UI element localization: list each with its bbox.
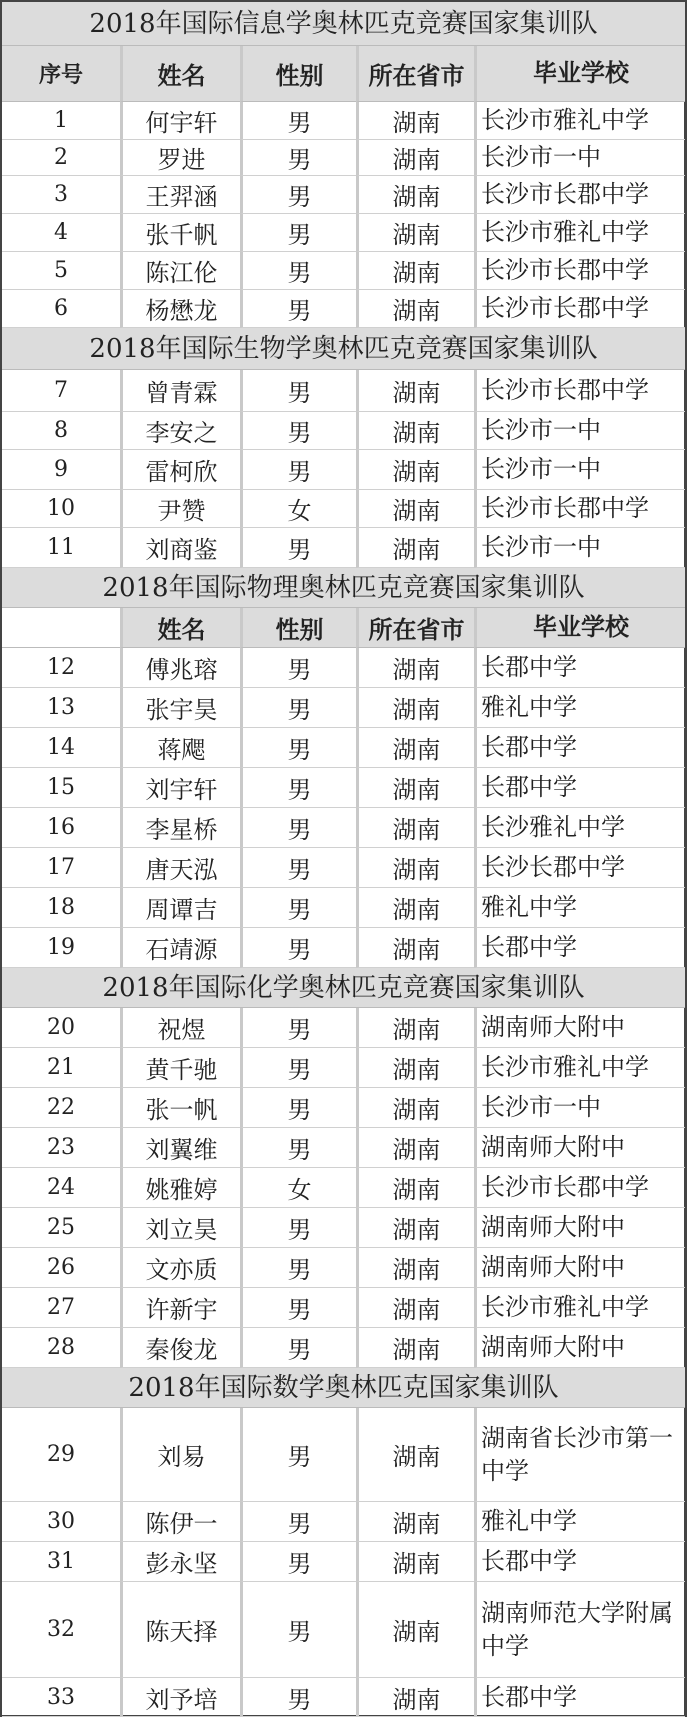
header-province: 所在省市 xyxy=(356,608,474,648)
cell-seq: 10 xyxy=(2,490,120,528)
table-row xyxy=(2,490,685,528)
cell-school: 长沙市长郡中学 xyxy=(474,290,685,328)
cell-name: 秦俊龙 xyxy=(120,1328,240,1368)
cell-seq: 31 xyxy=(2,1542,120,1582)
cell-province: 湖南 xyxy=(356,928,474,968)
cell-school: 长沙市一中 xyxy=(474,140,685,176)
cell-name: 李星桥 xyxy=(120,808,240,848)
cell-province: 湖南 xyxy=(356,252,474,290)
table-row xyxy=(2,1168,685,1208)
table-row xyxy=(2,1542,685,1582)
cell-province: 湖南 xyxy=(356,1208,474,1248)
cell-gender: 男 xyxy=(240,688,356,728)
header-school: 毕业学校 xyxy=(474,608,685,648)
cell-name: 许新宇 xyxy=(120,1288,240,1328)
cell-name: 刘宇轩 xyxy=(120,768,240,808)
cell-seq: 28 xyxy=(2,1328,120,1368)
cell-school: 长沙长郡中学 xyxy=(474,848,685,888)
cell-name: 何宇轩 xyxy=(120,102,240,140)
cell-gender: 男 xyxy=(240,768,356,808)
cell-seq: 20 xyxy=(2,1008,120,1048)
cell-gender: 女 xyxy=(240,490,356,528)
table-row xyxy=(2,888,685,928)
cell-seq: 13 xyxy=(2,688,120,728)
cell-gender: 男 xyxy=(240,1208,356,1248)
cell-gender: 男 xyxy=(240,848,356,888)
cell-seq: 12 xyxy=(2,648,120,688)
cell-school: 雅礼中学 xyxy=(474,1502,685,1542)
cell-school: 湖南师范大学附属中学 xyxy=(474,1582,685,1678)
cell-name: 罗进 xyxy=(120,140,240,176)
table-row xyxy=(2,290,685,328)
table-row xyxy=(2,252,685,290)
cell-name: 陈伊一 xyxy=(120,1502,240,1542)
cell-gender: 男 xyxy=(240,1328,356,1368)
table-row xyxy=(2,1328,685,1368)
cell-name: 杨懋龙 xyxy=(120,290,240,328)
cell-seq: 3 xyxy=(2,176,120,214)
cell-gender: 男 xyxy=(240,176,356,214)
cell-gender: 男 xyxy=(240,1288,356,1328)
table-row xyxy=(2,808,685,848)
cell-school: 湖南师大附中 xyxy=(474,1128,685,1168)
cell-school: 长沙市一中 xyxy=(474,412,685,450)
cell-name: 姚雅婷 xyxy=(120,1168,240,1208)
cell-gender: 男 xyxy=(240,290,356,328)
cell-seq: 14 xyxy=(2,728,120,768)
cell-name: 陈天择 xyxy=(120,1582,240,1678)
cell-gender: 男 xyxy=(240,252,356,290)
cell-gender: 男 xyxy=(240,1128,356,1168)
cell-gender: 男 xyxy=(240,370,356,412)
table-row xyxy=(2,648,685,688)
cell-name: 周谭吉 xyxy=(120,888,240,928)
cell-name: 祝煜 xyxy=(120,1008,240,1048)
section-title: 2018年国际生物学奥林匹克竞赛国家集训队 xyxy=(2,328,685,370)
cell-province: 湖南 xyxy=(356,1542,474,1582)
cell-province: 湖南 xyxy=(356,1678,474,1717)
cell-gender: 男 xyxy=(240,648,356,688)
cell-gender: 男 xyxy=(240,412,356,450)
cell-school: 湖南师大附中 xyxy=(474,1008,685,1048)
table-row xyxy=(2,688,685,728)
cell-gender: 男 xyxy=(240,1678,356,1717)
cell-seq: 32 xyxy=(2,1582,120,1678)
cell-school: 长沙市一中 xyxy=(474,450,685,490)
table-row xyxy=(2,1208,685,1248)
cell-province: 湖南 xyxy=(356,648,474,688)
table-row xyxy=(2,848,685,888)
cell-seq: 22 xyxy=(2,1088,120,1128)
cell-gender: 男 xyxy=(240,528,356,568)
cell-school: 长沙市长郡中学 xyxy=(474,1168,685,1208)
cell-seq: 6 xyxy=(2,290,120,328)
cell-name: 刘翼维 xyxy=(120,1128,240,1168)
cell-name: 张一帆 xyxy=(120,1088,240,1128)
cell-name: 黄千驰 xyxy=(120,1048,240,1088)
table-row xyxy=(2,1128,685,1168)
table-row xyxy=(2,1048,685,1088)
cell-province: 湖南 xyxy=(356,1582,474,1678)
cell-province: 湖南 xyxy=(356,176,474,214)
cell-school: 长沙市一中 xyxy=(474,528,685,568)
cell-seq: 16 xyxy=(2,808,120,848)
table-row xyxy=(2,102,685,140)
cell-gender: 男 xyxy=(240,214,356,252)
section-title: 2018年国际信息学奥林匹克竞赛国家集训队 xyxy=(2,2,685,46)
table-row xyxy=(2,1408,685,1502)
header-name: 姓名 xyxy=(120,46,240,102)
header-gender: 性别 xyxy=(240,46,356,102)
table-row xyxy=(2,1088,685,1128)
table-row xyxy=(2,728,685,768)
cell-province: 湖南 xyxy=(356,102,474,140)
cell-province: 湖南 xyxy=(356,1408,474,1502)
cell-gender: 男 xyxy=(240,1048,356,1088)
cell-seq: 25 xyxy=(2,1208,120,1248)
cell-school: 湖南省长沙市第一中学 xyxy=(474,1408,685,1502)
section-title: 2018年国际物理奥林匹克竞赛国家集训队 xyxy=(2,568,685,608)
cell-name: 石靖源 xyxy=(120,928,240,968)
cell-province: 湖南 xyxy=(356,1048,474,1088)
cell-name: 张宇昊 xyxy=(120,688,240,728)
cell-school: 长郡中学 xyxy=(474,728,685,768)
cell-name: 彭永坚 xyxy=(120,1542,240,1582)
cell-school: 长沙市一中 xyxy=(474,1088,685,1128)
cell-name: 刘予培 xyxy=(120,1678,240,1717)
cell-seq: 1 xyxy=(2,102,120,140)
cell-school: 长郡中学 xyxy=(474,768,685,808)
header-gender: 性别 xyxy=(240,608,356,648)
cell-gender: 男 xyxy=(240,102,356,140)
cell-name: 王羿涵 xyxy=(120,176,240,214)
cell-province: 湖南 xyxy=(356,140,474,176)
cell-school: 长郡中学 xyxy=(474,928,685,968)
cell-school: 长沙市长郡中学 xyxy=(474,176,685,214)
table-row xyxy=(2,412,685,450)
cell-seq: 33 xyxy=(2,1678,120,1717)
table-row xyxy=(2,1008,685,1048)
cell-province: 湖南 xyxy=(356,290,474,328)
cell-seq: 5 xyxy=(2,252,120,290)
cell-seq: 26 xyxy=(2,1248,120,1288)
cell-seq: 15 xyxy=(2,768,120,808)
cell-province: 湖南 xyxy=(356,688,474,728)
section-title: 2018年国际化学奥林匹克竞赛国家集训队 xyxy=(2,968,685,1008)
table-row xyxy=(2,1502,685,1542)
cell-province: 湖南 xyxy=(356,1248,474,1288)
cell-province: 湖南 xyxy=(356,450,474,490)
cell-province: 湖南 xyxy=(356,370,474,412)
cell-name: 李安之 xyxy=(120,412,240,450)
cell-seq: 18 xyxy=(2,888,120,928)
cell-gender: 男 xyxy=(240,1408,356,1502)
cell-province: 湖南 xyxy=(356,1328,474,1368)
cell-province: 湖南 xyxy=(356,1008,474,1048)
cell-school: 长沙市雅礼中学 xyxy=(474,1288,685,1328)
cell-gender: 男 xyxy=(240,140,356,176)
cell-name: 唐天泓 xyxy=(120,848,240,888)
table-header-row xyxy=(2,46,685,102)
cell-school: 长郡中学 xyxy=(474,1678,685,1717)
cell-seq: 9 xyxy=(2,450,120,490)
cell-gender: 男 xyxy=(240,928,356,968)
cell-name: 文亦质 xyxy=(120,1248,240,1288)
cell-seq: 11 xyxy=(2,528,120,568)
cell-school: 雅礼中学 xyxy=(474,688,685,728)
cell-province: 湖南 xyxy=(356,1128,474,1168)
cell-gender: 男 xyxy=(240,1008,356,1048)
cell-school: 长沙市长郡中学 xyxy=(474,490,685,528)
cell-gender: 男 xyxy=(240,728,356,768)
header-seq: 序号 xyxy=(2,46,120,102)
cell-province: 湖南 xyxy=(356,1288,474,1328)
cell-province: 湖南 xyxy=(356,808,474,848)
cell-province: 湖南 xyxy=(356,1168,474,1208)
cell-school: 长沙市雅礼中学 xyxy=(474,214,685,252)
cell-gender: 男 xyxy=(240,808,356,848)
cell-name: 张千帆 xyxy=(120,214,240,252)
cell-seq: 21 xyxy=(2,1048,120,1088)
cell-province: 湖南 xyxy=(356,728,474,768)
cell-seq: 23 xyxy=(2,1128,120,1168)
header-name: 姓名 xyxy=(120,608,240,648)
cell-province: 湖南 xyxy=(356,490,474,528)
cell-seq: 8 xyxy=(2,412,120,450)
cell-gender: 男 xyxy=(240,1582,356,1678)
cell-gender: 男 xyxy=(240,1502,356,1542)
cell-province: 湖南 xyxy=(356,1502,474,1542)
cell-name: 蒋飔 xyxy=(120,728,240,768)
cell-seq: 2 xyxy=(2,140,120,176)
cell-province: 湖南 xyxy=(356,412,474,450)
cell-province: 湖南 xyxy=(356,528,474,568)
cell-school: 湖南师大附中 xyxy=(474,1248,685,1288)
cell-seq: 27 xyxy=(2,1288,120,1328)
cell-province: 湖南 xyxy=(356,214,474,252)
table-row xyxy=(2,1288,685,1328)
cell-school: 长沙市长郡中学 xyxy=(474,370,685,412)
cell-seq: 7 xyxy=(2,370,120,412)
cell-gender: 男 xyxy=(240,888,356,928)
cell-school: 长沙市雅礼中学 xyxy=(474,102,685,140)
cell-school: 雅礼中学 xyxy=(474,888,685,928)
cell-school: 长沙雅礼中学 xyxy=(474,808,685,848)
table-row xyxy=(2,370,685,412)
header-province: 所在省市 xyxy=(356,46,474,102)
cell-school: 长沙市雅礼中学 xyxy=(474,1048,685,1088)
cell-seq: 30 xyxy=(2,1502,120,1542)
section-title: 2018年国际数学奥林匹克国家集训队 xyxy=(2,1368,685,1408)
table-row xyxy=(2,1248,685,1288)
cell-school: 湖南师大附中 xyxy=(474,1328,685,1368)
cell-name: 雷柯欣 xyxy=(120,450,240,490)
cell-name: 傅兆瑢 xyxy=(120,648,240,688)
table-row xyxy=(2,928,685,968)
table-row xyxy=(2,214,685,252)
cell-gender: 男 xyxy=(240,1542,356,1582)
cell-name: 刘商鉴 xyxy=(120,528,240,568)
cell-province: 湖南 xyxy=(356,1088,474,1128)
cell-gender: 男 xyxy=(240,450,356,490)
cell-gender: 男 xyxy=(240,1248,356,1288)
cell-school: 长郡中学 xyxy=(474,1542,685,1582)
table-header-row xyxy=(2,608,685,648)
header-seq xyxy=(2,608,120,648)
table-row xyxy=(2,450,685,490)
table-row xyxy=(2,528,685,568)
cell-school: 长郡中学 xyxy=(474,648,685,688)
cell-school: 长沙市长郡中学 xyxy=(474,252,685,290)
cell-seq: 19 xyxy=(2,928,120,968)
cell-name: 刘立昊 xyxy=(120,1208,240,1248)
cell-name: 曾青霖 xyxy=(120,370,240,412)
cell-seq: 29 xyxy=(2,1408,120,1502)
cell-province: 湖南 xyxy=(356,888,474,928)
cell-name: 刘易 xyxy=(120,1408,240,1502)
table-row xyxy=(2,140,685,176)
cell-name: 尹赞 xyxy=(120,490,240,528)
cell-province: 湖南 xyxy=(356,848,474,888)
cell-name: 陈江伦 xyxy=(120,252,240,290)
cell-seq: 24 xyxy=(2,1168,120,1208)
cell-gender: 女 xyxy=(240,1168,356,1208)
table-row xyxy=(2,1582,685,1678)
table-row xyxy=(2,176,685,214)
table-row xyxy=(2,1678,685,1717)
table-row xyxy=(2,768,685,808)
cell-seq: 17 xyxy=(2,848,120,888)
cell-school: 湖南师大附中 xyxy=(474,1208,685,1248)
cell-province: 湖南 xyxy=(356,768,474,808)
cell-seq: 4 xyxy=(2,214,120,252)
cell-gender: 男 xyxy=(240,1088,356,1128)
header-school: 毕业学校 xyxy=(474,46,685,102)
